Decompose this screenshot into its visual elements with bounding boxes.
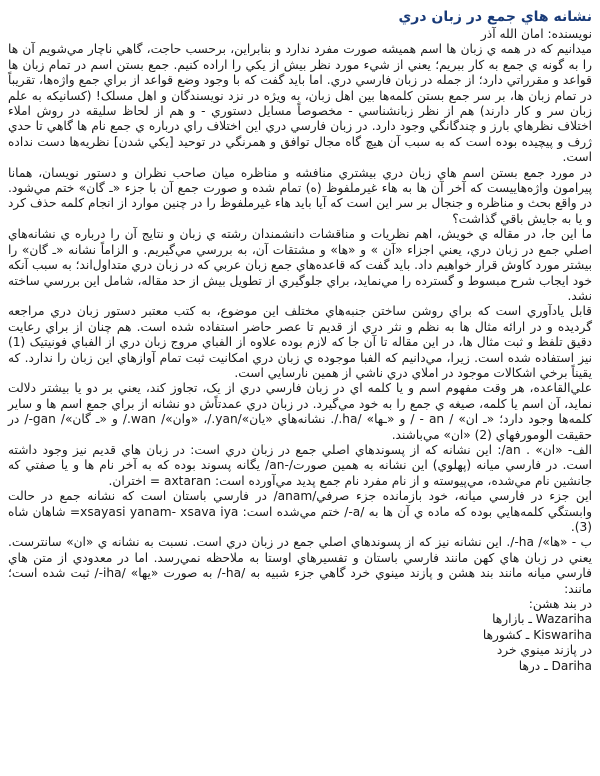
example-line: در پازند مينوي خرد <box>496 643 592 658</box>
example-line: در بند هشن: <box>528 597 592 612</box>
example-line: Dariha ـ درها <box>518 658 592 673</box>
paragraph: قابل يادآوري است كه براي روشن ساختن جنبه‌هاي مختلف اين موضوع، به كتب معتبر دستور زبان دري مراجعه گرديده و در ارائه مثال ها به نظم و نثر دري از قديم تا عصر حاضر استفاده شده است. هم چنان از براي رعايت دقيق تلفظ و ثبت مثال ها، در اين مقاله تا آن جا كه لازم بوده علاوه از الفباي مروج زبان دري از الفباي فونيتيک (1) نيز استفاده شده است. زيرا، مي‌دانيم كه الفبا موجوده ي زبان دري امكانيت ثبت تمام آوازهاي اين زبان را ندارد. كه يقيناً برخي اشكالات موجود در املاي دري ناشي از همين نارسايي است. <box>8 304 592 380</box>
paragraph: علي‌القاعده، هر وقت مفهوم اسم و يا كلمه اي در زبان فارسي دري از يک، تجاوز كند، يعني بر دو يا بيشتر دلالت نمايد، آن اسم يا كلمه، صيغه ي جمع را به خود مي‌گيرد. در زبان دري عمدتاًش دو نشانه از براي جمع اسم ها و ساير كلمه‌ها وجود دارد؛ «ـ ان» / an - / و «ـها» /ha./. نشانه‌هاي «يان»/yan./، «وان»/ wan./ و «ـ گان»/ gan-/ در حقيقت الومورفهاي (2) «ان» مي‌باشند. <box>8 381 593 442</box>
paragraph: در مورد جمع بستن اسم هاي زبان دري بيشتري منافشه و مناظره ميان صاحب نظران و دستور نويسان، همانا پيرامون واژه‌هاييست كه آخر آن ها به هاء غيرملفوظ (ه) تمام شده و صورت جمع آن با جزء «ـ گان» ختم مي‌شود. در واقع بحث و مناظره و جنجال بر سر اين است كه آيا بايد هاء غيرملفوظ را در چنين موارد از انجام كلمه حذف كرد و يا به جايش باقي گذاشت؟ <box>8 165 592 226</box>
example-line: Kiswariha ـ كشورها <box>482 627 592 642</box>
example-line: Wazariha ـ بازارها <box>492 612 592 627</box>
paragraph: اين جزء در فارسي ميانه، خود بازمانده جزء صرفي/anam/ در فارسي باستان است كه نشانه جمع در حالت وابستگي كلمه‌هايي بوده كه ماده ي آن ها به /a-/ ختم مي‌شده است: xsayasi yanam- xsava iya= شاهان شاه (3). <box>8 489 592 534</box>
paragraph: ميدانيم كه در همه ي زبان ها اسم هميشه صورت مفرد ندارد و بنابراين، برحسب حاجت، گاهي ناچار مي‌شويم آن ها را به گونه ي جمع به كار ببريم؛ يعني از شيء مورد نظر بيش از يكي را اراده كنيم. جمع بستن اسم در تمام زبان ها قواعد و مقرراتي دارد؛ از جمله در زبان فارسي دري. اما بايد گفت كه با وجود وضع قواعد از براي جمع واژه‌ها، تقريباً در تمام زبان ها، بر سر جمع بستن كلمه‌ها بين اهل زبان، به ويژه در نزد نويسندگان و اهل مسلک! (كسانيكه به علم زبان سر و كار دارند) هم از نظر زبانشناسي - مخصوصاً مسايل دستوري - و هم از لحاظ سليقه در روش املاء اختلاف نظرهاي بارز و چندگانگي وجود دارد. در زبان فارسي دري اين اختلاف راي درباره ي جمع نام ها گاهي تا حدي ژرف و پيچيده بوده است كه به سبب آن هيچ گاه مجال توافق و همرنگي در توحيد [يكي شدن] نظريه‌ها دست نداده است. <box>8 42 592 165</box>
paragraph: الف- «ان» . an/: اين نشانه كه از پسوندهاي اصلي جمع در زبان دري است: در زبان هاي قديم نيز وجود داشته است. در فارسي ميانه (پهلوي) اين نشانه به همين صورت/-an/ يگانه پسوند بوده كه به آخر نام ها و يا صفتي كه جانشين نام مي‌شده، مي‌پيوسته و از نام مفرد نام جمع پديد مي‌آورده است: axtaran = اختران. <box>8 442 592 488</box>
author-line: نويسنده: امان الله آذر <box>480 27 592 41</box>
article-title: نشانه هاي جمع در زبان دري <box>398 9 592 25</box>
paragraph: ب - «ها»/ ha-/. اين نشانه نيز كه از پسوندهاي اصلي جمع در زبان دري است. نسبت به نشانه ي «ان» سانترست. يعني در زبان هاي كهن مانند فارسي باستان و تفسيرهاي اوستا به ملاحظه نمي‌رسد. اما در معدودي از متن هاي فارسي ميانه مانند بند هشن و پازند مينوي خرد گاهي جزء شبيه به /ha-/ به صورت «يها» /iha-/ ثبت شده است؛ مانند: <box>8 535 593 596</box>
paragraph: ما اين جا، در مقاله ي خويش، اهم نظريات و مناقشات دانشمندان رشته ي زبان و نتايج آن را درباره ي نشانه‌هاي اصلي جمع در زبان دري، يعني اجزاء «آن » و «ها» و مشتقات آن، به بررسي مي‌گيريم. و الزاماً نشانه «ـ گان» را بيشتر مورد كاوش قرار خواهيم داد. بايد گفت كه قاعده‌هاي جمع زبان عربي كه در زبان دري متداول‌اند؛ به سبب آنكه خود ايجاب شرح مبسوط و گسترده را مي‌نمايد، براي جلوگيري از تطويل بيش از حد مقاله، شامل اين بررسي ساخته نشد. <box>8 227 592 303</box>
